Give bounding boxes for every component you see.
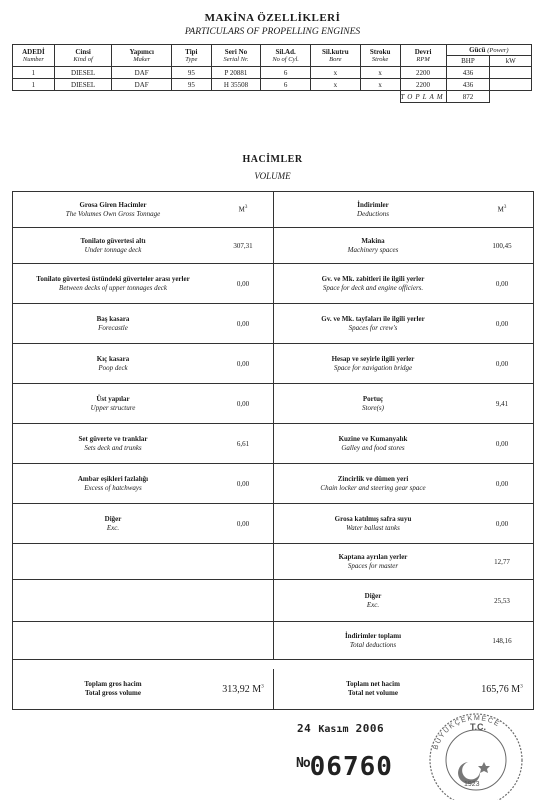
left-item-value: 0,00	[236, 399, 250, 408]
right-item-label-en: Exc.	[366, 600, 380, 609]
left-item-label: Ambar eşikleri fazlalığı	[77, 474, 149, 483]
right-header-en: Deductions	[357, 209, 389, 218]
col-header-kw: kW	[490, 56, 532, 67]
left-item-label-en: Exc.	[106, 523, 120, 532]
left-header-unit: M	[238, 205, 245, 214]
right-item-label: Zincirlik ve dümen yeri	[337, 474, 409, 483]
col-header-type: Tipi Type	[171, 45, 211, 67]
right-item-label: Kuzine ve Kumanyalık	[338, 434, 408, 443]
right-item-label: Hesap ve seyirle ilgili yerler	[331, 354, 415, 363]
left-item-value: 0,00	[236, 359, 250, 368]
volume-total-row: Toplam gros hacim Total gross volume 313,92 $M^3$ Toplam net hacim Total net volume 165,76 $M^3$	[13, 669, 533, 709]
total-net-label: Toplam net hacim	[346, 680, 400, 688]
col-header-maker: Yapımcı Maker	[112, 45, 172, 67]
left-header-en: The Volumes Own Gross Tonnage	[65, 209, 161, 218]
right-item-label-en: Chain locker and steering gear space	[320, 483, 426, 492]
col-header-power: Gücü (Power)	[446, 45, 531, 56]
engine-row: 1 DIESEL DAF 95 H 35508 6 x x 2200 436	[13, 79, 532, 91]
engine-table	[12, 44, 532, 103]
volume-row	[13, 228, 533, 264]
right-item-value: 0,00	[495, 479, 509, 488]
right-item-value: 0,00	[495, 279, 509, 288]
right-item-value: 148,16	[492, 636, 512, 645]
total-bhp: 872	[446, 91, 490, 103]
volume-row	[13, 304, 533, 344]
left-item-value: 0,00	[236, 479, 250, 488]
right-item-label-en: Spaces for master	[347, 561, 399, 570]
col-header-bore: Sil.kutru Bore	[310, 45, 360, 67]
total-gross-label-en: Total gross volume	[84, 689, 141, 697]
right-item-label: Gv. ve Mk. tayfaları ile ilgili yerler	[321, 314, 425, 323]
col-header-cyl: Sil.Ad. No of Cyl.	[261, 45, 311, 67]
volume-row	[13, 464, 533, 504]
right-item-label-en: Water ballast tanks	[346, 523, 400, 532]
date-month: Kasım	[318, 724, 349, 735]
left-item-label-en: Excess of hatchways	[84, 483, 142, 492]
left-item-value: 6,61	[236, 439, 250, 448]
left-item-label: Set güverte ve tranklar	[78, 434, 148, 443]
right-item-value: 0,00	[495, 439, 509, 448]
date-stamp	[297, 722, 384, 735]
col-header-adet: ADEDİ Number	[13, 45, 55, 67]
left-item-value: 307,31	[233, 241, 253, 250]
volume-row	[13, 424, 533, 464]
right-item-value: 25,53	[494, 596, 510, 605]
volume-row	[13, 344, 533, 384]
volume-row	[13, 264, 533, 304]
col-header-bhp: BHP	[446, 56, 490, 67]
volume-header-row: Grosa Giren Hacimler The Volumes Own Gross Tonnage $M^3$ İndirimler Deductions $M^3$	[13, 192, 533, 228]
right-item-label: Portuç	[362, 394, 384, 403]
left-item-label: Üst yapılar	[96, 394, 130, 403]
total-net-value: 165,76 M	[481, 683, 521, 695]
right-item-label-en: Galley and food stores	[341, 443, 405, 452]
document-number-stamp	[296, 752, 393, 782]
number-prefix: No	[296, 756, 310, 771]
official-seal-icon	[418, 700, 528, 800]
right-item-value: 0,00	[495, 319, 509, 328]
date-day: 24	[297, 722, 312, 735]
right-item-label: Grosa katılmış safra suyu	[334, 514, 412, 523]
volume-title: HACİMLER	[242, 154, 303, 165]
right-item-value: 100,45	[492, 241, 512, 250]
volume-table	[12, 191, 534, 710]
left-item-label: Tonilato güvertesi altı	[80, 236, 146, 245]
left-item-label: Baş kasara	[96, 314, 130, 323]
right-item-value: 0,00	[495, 359, 509, 368]
right-item-label-en: Machinery spaces	[347, 245, 399, 254]
right-item-label-en: Spaces for crew's	[348, 323, 398, 332]
volume-row	[13, 580, 533, 622]
right-item-label-en: Space for navigation bridge	[333, 363, 413, 372]
right-item-value: 9,41	[495, 399, 509, 408]
left-item-value: 0,00	[236, 279, 250, 288]
right-item-value: 12,77	[494, 557, 510, 566]
engine-row: 1 DIESEL DAF 95 P 20881 6 x x 2200 436	[13, 67, 532, 79]
page-title: MAKİNA ÖZELLİKLERİ	[204, 12, 341, 24]
left-item-label: Kıç kasara	[96, 354, 130, 363]
volume-subtitle: VOLUME	[254, 171, 291, 181]
right-item-label-en: Space for deck and engine officiers.	[322, 283, 424, 292]
right-item-label: Diğer	[364, 591, 382, 600]
col-header-kind: Cinsi Kind of	[54, 45, 112, 67]
volume-row	[13, 622, 533, 660]
right-item-value: 0,00	[495, 519, 509, 528]
volume-row	[13, 544, 533, 580]
volume-row	[13, 504, 533, 544]
left-item-label-en: Between decks of upper tonnages deck	[59, 283, 167, 292]
svg-text:T.C.: T.C.	[470, 722, 487, 732]
right-item-label: Makina	[361, 236, 385, 245]
left-item-label: Tonilato güvertesi üstündeki güverteler arası yerler	[36, 274, 190, 283]
right-item-label: Gv. ve Mk. zabitleri ile ilgili yerler	[321, 274, 425, 283]
volume-row	[13, 384, 533, 424]
total-gross-value: 313,92 M	[222, 683, 262, 695]
left-item-label-en: Sets deck and trunks	[84, 443, 142, 452]
right-item-label: Kaptana ayrılan yerler	[338, 552, 408, 561]
left-item-label: Diğer	[104, 514, 122, 523]
right-header-unit: M	[497, 205, 504, 214]
total-net-label-en: Total net volume	[348, 689, 398, 697]
left-item-label-en: Under tonnage deck	[84, 245, 142, 254]
right-item-label: İndirimler toplamı	[344, 631, 402, 640]
svg-text:BÜYÜKÇEKMECE: BÜYÜKÇEKMECE	[432, 714, 502, 751]
left-item-value: 0,00	[236, 519, 250, 528]
left-item-value: 0,00	[236, 319, 250, 328]
left-item-label-en: Forecastle	[98, 323, 128, 332]
engine-total-row	[13, 91, 532, 103]
date-year: 2006	[355, 722, 385, 735]
document-number: 06760	[309, 752, 393, 782]
right-item-label-en: Total deductions	[349, 640, 397, 649]
page-subtitle: PARTICULARS OF PROPELLING ENGINES	[184, 27, 361, 37]
right-header-tr: İndirimler	[357, 200, 389, 209]
svg-text:1923: 1923	[464, 781, 480, 788]
col-header-rpm: Devri RPM	[400, 45, 446, 67]
col-header-serial: Seri No Serial Nr.	[211, 45, 261, 67]
total-label: TOPLAM	[400, 92, 446, 101]
total-gross-label: Toplam gros hacim	[84, 680, 142, 688]
right-item-label-en: Store(s)	[362, 403, 384, 412]
col-header-stroke: Stroku Stroke	[360, 45, 400, 67]
left-item-label-en: Poop deck	[98, 363, 128, 372]
left-header-tr: Grosa Giren Hacimler	[79, 200, 147, 209]
left-item-label-en: Upper structure	[90, 403, 136, 412]
